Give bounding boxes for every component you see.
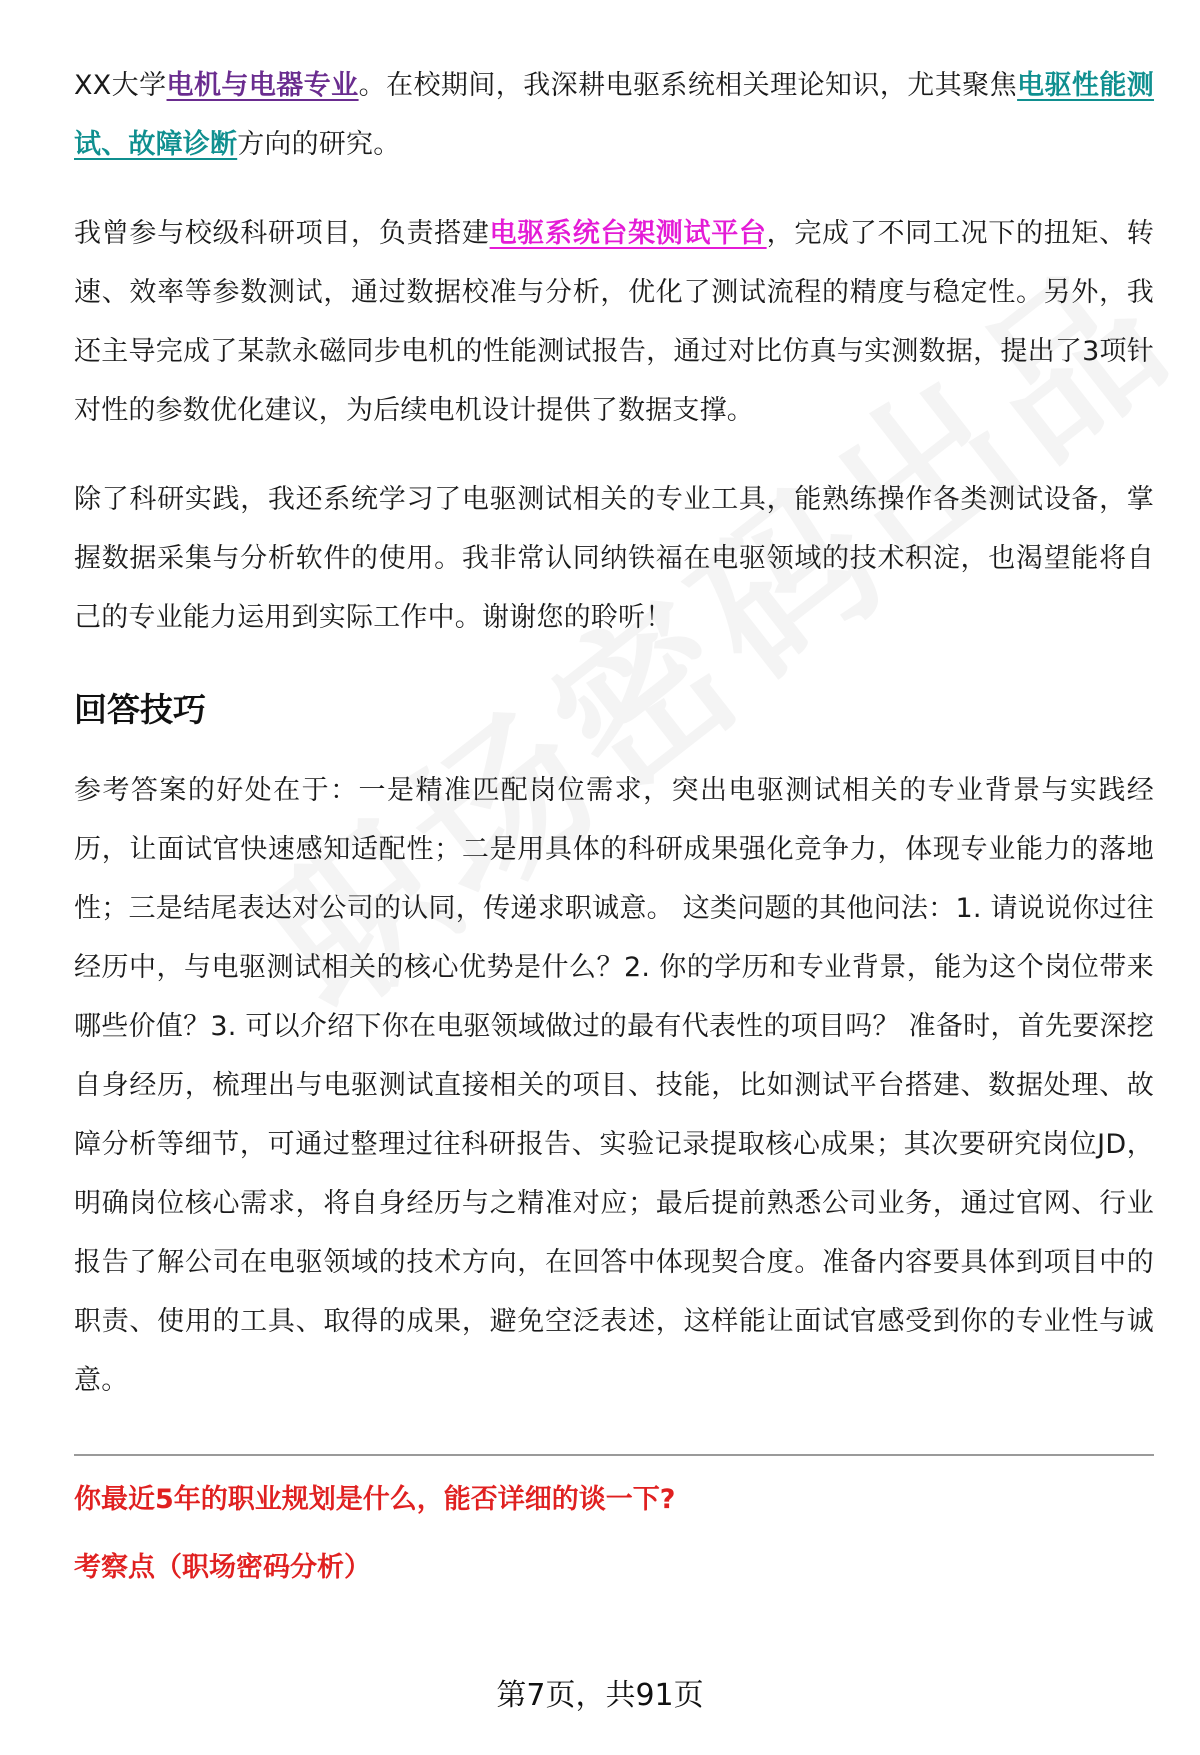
- analysis-label: 考察点（职场密码分析）: [74, 1552, 371, 1583]
- section-divider: [74, 1454, 1154, 1456]
- document-page: [74, 56, 1154, 1588]
- major-highlight: 电机与电器专业: [166, 70, 359, 101]
- next-question-title: 你最近5年的职业规划是什么，能否详细的谈一下?: [74, 1484, 676, 1515]
- text-segment: 方向的研究。: [237, 129, 401, 160]
- page-number: 第7页，共91页: [496, 1678, 704, 1713]
- research-highlight: 电驱性能测试、故障诊断: [74, 70, 1155, 160]
- platform-highlight: 电驱系统台架测试平台: [489, 218, 767, 249]
- project-paragraph: [74, 204, 1154, 440]
- tips-paragraph: 参考答案的好处在于：一是精准匹配岗位需求，突出电驱测试相关的专业背景与实践经历，让面试官快速感知适配性；二是用具体的科研成果强化竞争力，体现专业能力的落地性；三是结尾表达对公司的认同，传递求职诚意。 这类问题的其他问法：1. 请说说你过往经历中，与电驱测试相关的核心优势是什么？2. 你的学历和专业背景，能为这个岗位带来哪些价值？3. 可以介绍下你在电驱领域做过的最有代表性的项目吗？ 准备时，首先要深挖自身经历，梳理出与电驱测试直接相关的项目、技能，比如测试平台搭建、数据处理、故障分析等细节，可通过整理过往科研报告、实验记录提取核心成果；其次要研究岗位JD，明确岗位核心需求，将自身经历与之精准对应；最后提前熟悉公司业务，通过官网、行业报告了解公司在电驱领域的技术方向，在回答中体现契合度。准备内容要具体到项目中的职责、使用的工具、取得的成果，避免空泛表述，这样能让面试官感受到你的专业性与诚意。: [74, 775, 1154, 1396]
- text-segment: 除了科研实践，我还系统学习了电驱测试相关的专业工具，能熟练操作各类测试设备，掌握数据采集与分析软件的使用。我非常认同纳铁福在电驱领域的技术积淀，也渴望能将自己的专业能力运用到实际工作中。谢谢您的聆听！: [74, 484, 1154, 633]
- skills-paragraph: [74, 470, 1154, 647]
- text-segment: ，完成了不同工况下的扭矩、转速、效率等参数测试，通过数据校准与分析，优化了测试流程的精度与稳定性。另外，我还主导完成了某款永磁同步电机的性能测试报告，通过对比仿真与实测数据，提出了3项针对性的参数优化建议，为后续电机设计提供了数据支撑。: [74, 218, 1155, 426]
- text-segment: XX大学: [74, 70, 167, 101]
- intro-paragraph: [74, 56, 1154, 174]
- section-heading: 回答技巧: [74, 690, 206, 729]
- text-segment: 。在校期间，我深耕电驱系统相关理论知识，尤其聚焦: [358, 70, 1018, 101]
- text-segment: 我曾参与校级科研项目，负责搭建: [74, 218, 490, 249]
